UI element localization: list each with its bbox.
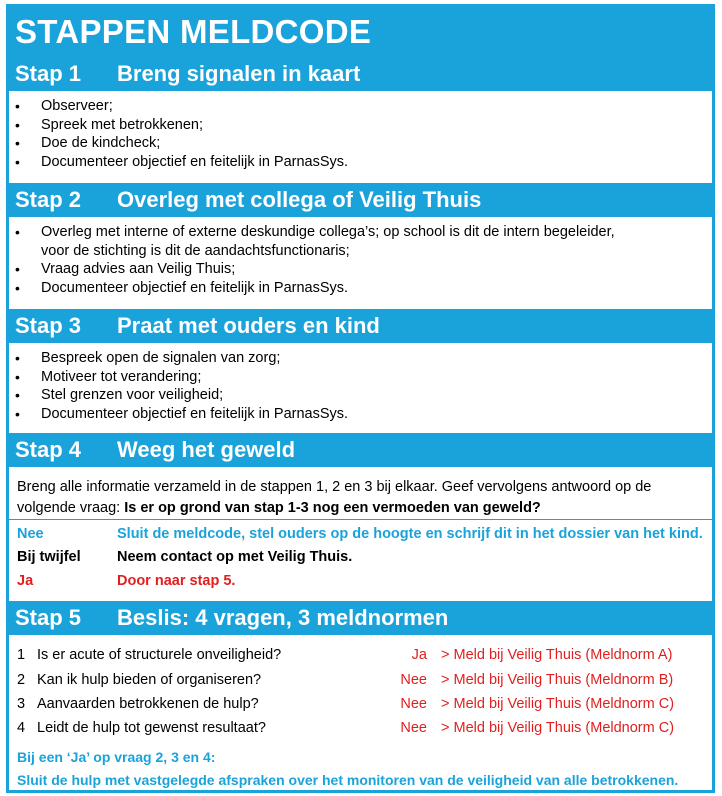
step-1-title: Breng signalen in kaart xyxy=(117,61,361,86)
step-4-title: Weeg het geweld xyxy=(117,437,296,462)
step-4-text: Breng alle informatie verzameld in de stappen 1, 2 en 3 bij elkaar. Geef vervolgens antwoord op de volgende vraag: xyxy=(17,479,652,516)
question-4-text: Leidt de hulp tot gewenst resultaat? xyxy=(37,720,266,736)
question-1-result: > Meld bij Veilig Thuis (Meldnorm A) xyxy=(441,647,673,663)
step-4-number: Stap 4 xyxy=(15,437,82,462)
question-1-answer: Ja xyxy=(411,647,427,663)
list-item: • Documenteer objectief en feitelijk in ParnasSys. xyxy=(9,405,348,424)
step-5-title: Beslis: 4 vragen, 3 meldnormen xyxy=(117,605,449,630)
question-3-answer: Nee xyxy=(400,696,427,712)
step-1-number: Stap 1 xyxy=(15,61,82,86)
step-1-header xyxy=(9,57,712,91)
step-1-list xyxy=(9,97,348,171)
question-4-number: 4 xyxy=(17,720,26,736)
step-3-number: Stap 3 xyxy=(15,313,82,338)
list-item: • Observeer; xyxy=(9,97,348,116)
list-item-continuation: voor de stichting is dit de aandachtsfunctionaris; xyxy=(41,242,350,259)
step-5-footer-note: Bij een ‘Ja’ op vraag 2, 3 en 4: xyxy=(17,749,216,765)
step-3-header xyxy=(9,309,712,343)
meldcode-card xyxy=(6,4,715,793)
question-2-answer: Nee xyxy=(400,672,427,688)
question-1-number: 1 xyxy=(17,647,26,663)
list-item: • Spreek met betrokkenen; xyxy=(9,116,348,135)
question-4-result: > Meld bij Veilig Thuis (Meldnorm C) xyxy=(441,720,675,736)
question-2-number: 2 xyxy=(17,672,26,688)
step-3-list xyxy=(9,349,348,423)
question-2-result: > Meld bij Veilig Thuis (Meldnorm B) xyxy=(441,672,674,688)
list-item: • Documenteer objectief en feitelijk in ParnasSys. xyxy=(9,279,615,298)
question-2-text: Kan ik hulp bieden of organiseren? xyxy=(37,672,262,688)
list-item: • Vraag advies aan Veilig Thuis; xyxy=(9,260,615,279)
step-4-header xyxy=(9,433,712,467)
divider xyxy=(9,519,712,520)
option-nee-label: Nee xyxy=(17,526,44,542)
list-item: • Bespreek open de signalen van zorg; xyxy=(9,349,348,368)
list-item: • Motiveer tot verandering; xyxy=(9,368,348,387)
option-ja-label: Ja xyxy=(17,573,34,589)
question-1-text: Is er acute of structurele onveiligheid? xyxy=(37,647,282,663)
step-5-footer-instruction: Sluit de hulp met vastgelegde afspraken over het monitoren van de veiligheid van alle betrokkenen. xyxy=(17,772,679,788)
question-3-text: Aanvaarden betrokkenen de hulp? xyxy=(37,696,259,712)
list-item: • Documenteer objectief en feitelijk in ParnasSys. xyxy=(9,153,348,172)
question-4-answer: Nee xyxy=(400,720,427,736)
step-2-list xyxy=(9,223,615,297)
option-twijfel-text: Neem contact op met Veilig Thuis. xyxy=(117,549,353,565)
step-2-title: Overleg met collega of Veilig Thuis xyxy=(117,187,482,212)
list-item: • Doe de kindcheck; xyxy=(9,134,348,153)
question-3-number: 3 xyxy=(17,696,26,712)
step-2-header xyxy=(9,183,712,217)
step-3-title: Praat met ouders en kind xyxy=(117,313,380,338)
question-3-result: > Meld bij Veilig Thuis (Meldnorm C) xyxy=(441,696,675,712)
step-2-number: Stap 2 xyxy=(15,187,82,212)
option-nee-text: Sluit de meldcode, stel ouders op de hoogte en schrijf dit in het dossier van het kind. xyxy=(117,526,703,542)
page-title: STAPPEN MELDCODE xyxy=(9,7,712,57)
step-4-description xyxy=(17,477,707,519)
step-5-number: Stap 5 xyxy=(15,605,82,630)
option-twijfel-label: Bij twijfel xyxy=(17,549,81,565)
option-ja-text: Door naar stap 5. xyxy=(117,573,236,589)
step-5-header xyxy=(9,601,712,635)
list-item: • Stel grenzen voor veiligheid; xyxy=(9,386,348,405)
step-4-question: Is er op grond van stap 1-3 nog een vermoeden van geweld? xyxy=(124,500,541,516)
list-item: • Overleg met interne of externe deskundige collega’s; op school is dit de intern begeleider, xyxy=(9,223,615,242)
